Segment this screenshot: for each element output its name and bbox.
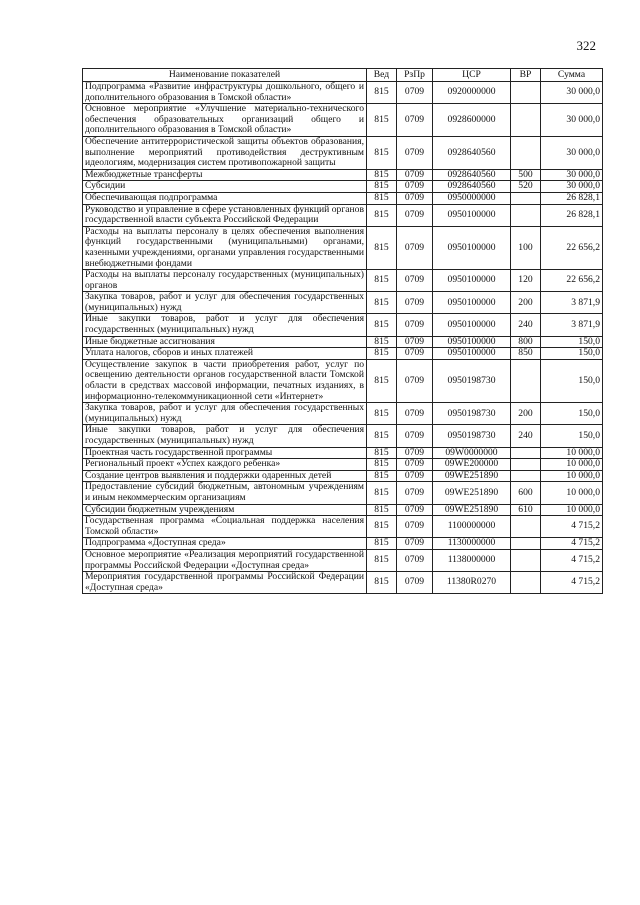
table-row <box>83 336 603 348</box>
row-ved: 815 <box>367 359 397 402</box>
row-csr: 0950000000 <box>433 192 511 204</box>
row-name: Расходы на выплаты персоналу государственных (муниципальных) органов <box>83 270 367 292</box>
row-vr: 200 <box>511 292 541 314</box>
row-rzpr: 0709 <box>397 204 433 226</box>
budget-table <box>82 68 603 594</box>
row-rzpr: 0709 <box>397 270 433 292</box>
row-csr: 0950198730 <box>433 403 511 425</box>
row-name: Предоставление субсидий бюджетным, автономным учреждениям и иным некоммерческим организациям <box>83 482 367 504</box>
row-ved: 815 <box>367 482 397 504</box>
row-vr: 500 <box>511 169 541 181</box>
row-csr: 09W0000000 <box>433 447 511 459</box>
row-ved: 815 <box>367 136 397 169</box>
row-vr: 520 <box>511 181 541 193</box>
row-vr <box>511 104 541 137</box>
row-sum: 150,0 <box>541 403 603 425</box>
table-body <box>83 82 603 594</box>
row-vr <box>511 204 541 226</box>
row-name: Проектная часть государственной программы <box>83 447 367 459</box>
row-rzpr: 0709 <box>397 82 433 104</box>
row-rzpr: 0709 <box>397 192 433 204</box>
row-csr: 0920000000 <box>433 82 511 104</box>
row-vr <box>511 470 541 482</box>
row-ved: 815 <box>367 314 397 336</box>
row-sum: 22 656,2 <box>541 226 603 269</box>
table-row <box>83 482 603 504</box>
table-header <box>83 69 603 82</box>
row-rzpr: 0709 <box>397 226 433 269</box>
row-sum: 3 871,9 <box>541 292 603 314</box>
row-name: Обеспечение антитеррористической защиты объектов образования, выполнение мероприятий противодействия деструктивным идеологиям, модернизация систем противопожарной защиты <box>83 136 367 169</box>
row-csr: 0950100000 <box>433 292 511 314</box>
header-name: Наименование показателей <box>83 69 367 82</box>
row-name: Расходы на выплаты персоналу в целях обеспечения выполнения функций государственными (муниципальными) органами, казенными учреждениями, органами управления государственными внебюджетными фондами <box>83 226 367 269</box>
row-sum: 10 000,0 <box>541 459 603 471</box>
row-csr: 0928640560 <box>433 136 511 169</box>
row-sum: 4 715,2 <box>541 572 603 594</box>
row-ved: 815 <box>367 82 397 104</box>
row-name: Иные бюджетные ассигнования <box>83 336 367 348</box>
row-csr: 09WE200000 <box>433 459 511 471</box>
row-name: Осуществление закупок в части приобретения работ, услуг по освещению деятельности органов государственной власти Томской области в средствах массовой информации, печатных изданиях, в информационно-телекоммуникационной сети «Интернет» <box>83 359 367 402</box>
row-ved: 815 <box>367 204 397 226</box>
header-ved: Вед <box>367 69 397 82</box>
row-sum: 150,0 <box>541 336 603 348</box>
row-csr: 0950198730 <box>433 425 511 447</box>
row-rzpr: 0709 <box>397 336 433 348</box>
row-rzpr: 0709 <box>397 181 433 193</box>
row-sum: 10 000,0 <box>541 504 603 516</box>
row-ved: 815 <box>367 270 397 292</box>
row-name: Иные закупки товаров, работ и услуг для обеспечения государственных (муниципальных) нужд <box>83 425 367 447</box>
row-rzpr: 0709 <box>397 292 433 314</box>
table-row <box>83 314 603 336</box>
row-name: Обеспечивающая подпрограмма <box>83 192 367 204</box>
row-rzpr: 0709 <box>397 425 433 447</box>
row-csr: 09WE251890 <box>433 470 511 482</box>
row-sum: 3 871,9 <box>541 314 603 336</box>
row-vr: 610 <box>511 504 541 516</box>
table-row <box>83 572 603 594</box>
row-name: Закупка товаров, работ и услуг для обеспечения государственных (муниципальных) нужд <box>83 403 367 425</box>
row-ved: 815 <box>367 538 397 550</box>
header-rzpr: РзПр <box>397 69 433 82</box>
row-csr: 1138000000 <box>433 549 511 571</box>
row-ved: 815 <box>367 336 397 348</box>
row-rzpr: 0709 <box>397 459 433 471</box>
row-rzpr: 0709 <box>397 538 433 550</box>
row-name: Уплата налогов, сборов и иных платежей <box>83 348 367 360</box>
row-ved: 815 <box>367 104 397 137</box>
row-vr: 240 <box>511 425 541 447</box>
table-row <box>83 447 603 459</box>
row-rzpr: 0709 <box>397 516 433 538</box>
row-name: Создание центров выявления и поддержки одаренных детей <box>83 470 367 482</box>
row-rzpr: 0709 <box>397 136 433 169</box>
row-csr: 0950100000 <box>433 314 511 336</box>
table-row <box>83 292 603 314</box>
row-rzpr: 0709 <box>397 549 433 571</box>
table-row <box>83 549 603 571</box>
row-name: Основное мероприятие «Реализация мероприятий государственной программы Российской Федерации «Доступная среда» <box>83 549 367 571</box>
table-row <box>83 504 603 516</box>
row-vr <box>511 459 541 471</box>
row-sum: 4 715,2 <box>541 538 603 550</box>
row-csr: 0950100000 <box>433 204 511 226</box>
row-vr: 200 <box>511 403 541 425</box>
row-vr <box>511 549 541 571</box>
row-csr: 0950100000 <box>433 336 511 348</box>
row-vr <box>511 359 541 402</box>
row-ved: 815 <box>367 348 397 360</box>
row-sum: 150,0 <box>541 348 603 360</box>
row-ved: 815 <box>367 181 397 193</box>
row-name: Субсидии <box>83 181 367 193</box>
row-ved: 815 <box>367 572 397 594</box>
row-csr: 0950100000 <box>433 348 511 360</box>
row-name: Основное мероприятие «Улучшение материально-технического обеспечения образовательных организаций общего и дополнительного образования в Томской области» <box>83 104 367 137</box>
row-ved: 815 <box>367 425 397 447</box>
row-sum: 150,0 <box>541 359 603 402</box>
row-name: Государственная программа «Социальная поддержка населения Томской области» <box>83 516 367 538</box>
table-row <box>83 359 603 402</box>
table-row <box>83 470 603 482</box>
row-ved: 815 <box>367 504 397 516</box>
row-csr: 0950100000 <box>433 270 511 292</box>
row-ved: 815 <box>367 403 397 425</box>
row-ved: 815 <box>367 516 397 538</box>
row-ved: 815 <box>367 292 397 314</box>
row-ved: 815 <box>367 459 397 471</box>
row-sum: 10 000,0 <box>541 482 603 504</box>
row-name: Иные закупки товаров, работ и услуг для обеспечения государственных (муниципальных) нужд <box>83 314 367 336</box>
row-vr <box>511 538 541 550</box>
row-rzpr: 0709 <box>397 348 433 360</box>
row-csr: 11380R0270 <box>433 572 511 594</box>
table-row <box>83 181 603 193</box>
row-vr: 850 <box>511 348 541 360</box>
row-csr: 0928600000 <box>433 104 511 137</box>
table-row <box>83 226 603 269</box>
row-vr <box>511 192 541 204</box>
row-rzpr: 0709 <box>397 314 433 336</box>
row-sum: 30 000,0 <box>541 169 603 181</box>
row-rzpr: 0709 <box>397 482 433 504</box>
row-sum: 30 000,0 <box>541 104 603 137</box>
table-row <box>83 104 603 137</box>
row-csr: 0950100000 <box>433 226 511 269</box>
row-csr: 0928640560 <box>433 181 511 193</box>
row-name: Подпрограмма «Доступная среда» <box>83 538 367 550</box>
row-sum: 26 828,1 <box>541 204 603 226</box>
row-csr: 1100000000 <box>433 516 511 538</box>
row-sum: 4 715,2 <box>541 516 603 538</box>
row-rzpr: 0709 <box>397 470 433 482</box>
row-rzpr: 0709 <box>397 447 433 459</box>
row-ved: 815 <box>367 169 397 181</box>
row-rzpr: 0709 <box>397 359 433 402</box>
row-sum: 30 000,0 <box>541 136 603 169</box>
row-vr <box>511 516 541 538</box>
table-row <box>83 425 603 447</box>
table-row <box>83 136 603 169</box>
table-row <box>83 516 603 538</box>
row-rzpr: 0709 <box>397 504 433 516</box>
header-csr: ЦСР <box>433 69 511 82</box>
row-vr: 100 <box>511 226 541 269</box>
row-csr: 09WE251890 <box>433 504 511 516</box>
row-ved: 815 <box>367 192 397 204</box>
row-vr: 800 <box>511 336 541 348</box>
row-rzpr: 0709 <box>397 104 433 137</box>
row-vr <box>511 447 541 459</box>
row-sum: 26 828,1 <box>541 192 603 204</box>
table-row <box>83 169 603 181</box>
row-csr: 1130000000 <box>433 538 511 550</box>
row-sum: 4 715,2 <box>541 549 603 571</box>
row-vr: 240 <box>511 314 541 336</box>
row-ved: 815 <box>367 549 397 571</box>
table-row <box>83 348 603 360</box>
row-vr <box>511 136 541 169</box>
row-name: Региональный проект «Успех каждого ребенка» <box>83 459 367 471</box>
row-sum: 30 000,0 <box>541 82 603 104</box>
row-rzpr: 0709 <box>397 403 433 425</box>
row-ved: 815 <box>367 470 397 482</box>
row-name: Субсидии бюджетным учреждениям <box>83 504 367 516</box>
row-vr: 600 <box>511 482 541 504</box>
row-csr: 0950198730 <box>433 359 511 402</box>
table-row <box>83 270 603 292</box>
page-number: 322 <box>576 38 596 53</box>
row-vr: 120 <box>511 270 541 292</box>
row-csr: 09WE251890 <box>433 482 511 504</box>
row-vr <box>511 82 541 104</box>
row-rzpr: 0709 <box>397 169 433 181</box>
table-row <box>83 192 603 204</box>
row-sum: 150,0 <box>541 425 603 447</box>
table-row <box>83 204 603 226</box>
table-row <box>83 82 603 104</box>
row-sum: 22 656,2 <box>541 270 603 292</box>
row-name: Межбюджетные трансферты <box>83 169 367 181</box>
header-sum: Сумма <box>541 69 603 82</box>
row-name: Руководство и управление в сфере установленных функций органов государственной власти субъекта Российской Федерации <box>83 204 367 226</box>
row-name: Подпрограмма «Развитие инфраструктуры дошкольного, общего и дополнительного образования в Томской области» <box>83 82 367 104</box>
header-vr: ВР <box>511 69 541 82</box>
row-ved: 815 <box>367 226 397 269</box>
table-row <box>83 538 603 550</box>
row-name: Закупка товаров, работ и услуг для обеспечения государственных (муниципальных) нужд <box>83 292 367 314</box>
row-csr: 0928640560 <box>433 169 511 181</box>
row-ved: 815 <box>367 447 397 459</box>
row-rzpr: 0709 <box>397 572 433 594</box>
table-row <box>83 403 603 425</box>
row-name: Мероприятия государственной программы Российской Федерации «Доступная среда» <box>83 572 367 594</box>
row-sum: 10 000,0 <box>541 470 603 482</box>
row-sum: 30 000,0 <box>541 181 603 193</box>
row-vr <box>511 572 541 594</box>
table-row <box>83 459 603 471</box>
row-sum: 10 000,0 <box>541 447 603 459</box>
